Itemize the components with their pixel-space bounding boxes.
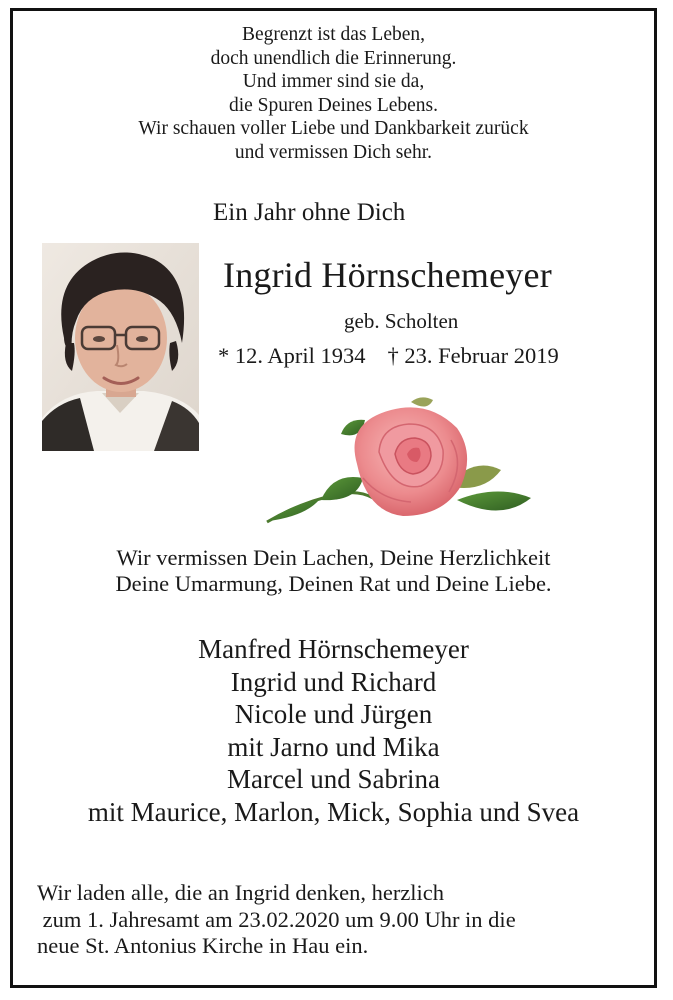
poem-line: die Spuren Deines Lebens. <box>228 94 439 116</box>
obituary-card <box>10 8 657 988</box>
poem-line: doch unendlich die Erinnerung. <box>210 47 457 69</box>
family-line: mit Maurice, Marlon, Mick, Sophia und Svea <box>87 796 580 827</box>
birth-date: * 12. April 1934 <box>218 343 366 368</box>
invitation-line: Wir laden alle, die an Ingrid denken, herzlich <box>37 880 445 905</box>
family-line: Manfred Hörnschemeyer <box>198 634 469 664</box>
message-line: Deine Umarmung, Deinen Rat und Deine Liebe. <box>115 570 552 596</box>
heading: Ein Jahr ohne Dich <box>213 199 406 226</box>
message <box>13 545 654 596</box>
birth-name: geb. Scholten <box>344 309 459 333</box>
family-line: Nicole und Jürgen <box>234 699 433 729</box>
rose-icon <box>261 394 533 526</box>
poem-line: Begrenzt ist das Leben, <box>241 24 426 45</box>
invitation <box>37 880 516 960</box>
message-line: Wir vermissen Dein Lachen, Deine Herzlichkeit <box>116 545 551 570</box>
family-line: Ingrid und Richard <box>230 666 437 697</box>
poem <box>13 23 654 164</box>
poem-line: und vermissen Dich sehr. <box>234 141 433 163</box>
family-line: mit Jarno und Mika <box>227 731 440 762</box>
portrait-photo <box>42 243 199 451</box>
poem-line: Wir schauen voller Liebe und Dankbarkeit zurück <box>138 118 529 139</box>
family-list <box>13 633 654 828</box>
life-dates <box>218 343 581 369</box>
family-line: Marcel und Sabrina <box>227 764 440 794</box>
poem-line: Und immer sind sie da, <box>242 71 425 92</box>
death-date: † 23. Februar 2019 <box>387 343 559 368</box>
deceased-name: Ingrid Hörnschemeyer <box>223 255 552 295</box>
invitation-line: zum 1. Jahresamt am 23.02.2020 um 9.00 Uhr in die <box>37 906 516 932</box>
portrait-illustration <box>42 243 199 451</box>
invitation-line: neue St. Antonius Kirche in Hau ein. <box>37 933 369 958</box>
